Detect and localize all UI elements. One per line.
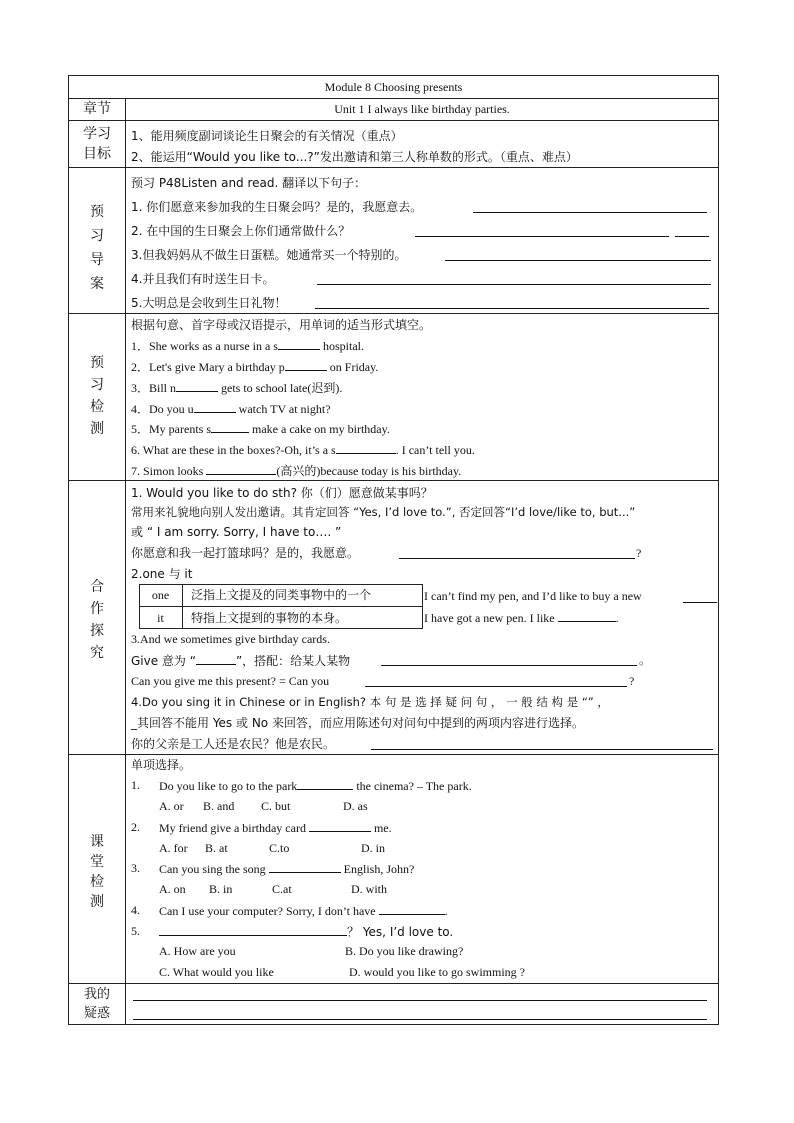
worksheet-table [68,75,719,1025]
answer-blank[interactable] [445,260,711,261]
row-divider [69,983,718,984]
answer-blank[interactable] [269,861,341,873]
quiz-q2-option[interactable]: C.to [269,841,290,855]
answer-blank[interactable] [278,338,320,350]
doubts-label: 我的 疑惑 [83,987,110,1021]
quiz-q4-num: 4. [131,903,140,917]
row-divider [69,120,718,121]
answer-blank[interactable] [176,380,218,392]
quiz-q3-option[interactable]: D. with [351,882,387,896]
page-title: Module 8 Choosing presents [324,80,463,94]
word-one: one [151,588,170,602]
goal-item: 2、能运用“Would you like to...?”发出邀请和第三人称单数的形式。（重点、难点） [131,150,578,164]
preview-item-5: 5.大明总是会收到生日礼物！ [131,296,287,310]
check-intro: 根据句意、首字母或汉语提示，用单词的适当形式填空。 [131,318,432,332]
check-item-4: 4．Do you u watch TV at night? [131,402,331,416]
answer-blank[interactable] [558,610,616,622]
column-divider [125,98,126,1025]
quiz-q3-option[interactable]: C.at [272,882,292,896]
row-divider [69,480,718,481]
row-divider [69,313,718,314]
answer-blank[interactable] [159,924,347,936]
quiz-q2: My friend give a birthday card me. [159,821,392,835]
answer-blank[interactable] [473,212,707,213]
preview-item-3: 3.但我妈妈从不做生日蛋糕。她通常买一个特别的。 [131,248,407,262]
coop-line-4-end: ? [636,546,642,560]
quiz-q1-option[interactable]: C. but [261,799,291,813]
answer-blank[interactable] [317,284,711,285]
answer-blank[interactable] [315,308,709,309]
goals-label: 学习 目标 [83,126,111,162]
coop-line-1: 1. Would you like to do sth? 你（们）愿意做某事吗？ [131,486,433,500]
quiz-q4: Can I use your computer? Sorry, I don’t have . [159,904,448,918]
quiz-q5: ？ Yes, I’d love to. [159,924,453,939]
answer-blank[interactable] [336,442,396,454]
row-divider [69,167,718,168]
meaning-one: 泛指上文提及的同类事物中的一个 [191,588,372,602]
check-item-1: 1．She works as a nurse in a s hospital. [131,339,364,353]
coop-line-11: 你的父亲是工人还是农民？他是农民。 [131,737,336,751]
quiz-intro: 单项选择。 [131,758,192,772]
quiz-q1: Do you like to go to the park the cinema? – The park. [159,779,472,793]
notes-line[interactable] [133,1019,707,1020]
answer-blank[interactable] [379,903,445,915]
check-item-6: 6. What are these in the boxes?-Oh, it’s a s . I can’t tell you. [131,443,475,457]
meaning-it: 特指上文提到的事物的本身。 [191,611,348,625]
answer-blank[interactable] [675,236,709,237]
quiz-q5-option[interactable]: A. How are you [159,944,236,958]
answer-blank[interactable] [206,463,276,475]
chapter-title: Unit 1 I always like birthday parties. [334,102,510,116]
check-item-3: 3．Bill n gets to school late(迟到). [131,381,343,395]
coop-line-5: 2.one 与 it [131,567,193,581]
coop-label: 合 作 探 究 [90,579,104,661]
coop-line-8: Can you give me this present? = Can you [131,674,330,688]
chapter-label: 章节 [83,101,111,117]
quiz-q2-option[interactable]: B. at [205,841,228,855]
coop-line-9: 4.Do you sing it in Chinese or in English? 本 句 是 选 择 疑 问 句 ， 一 般 结 构 是 “” ， [131,695,609,709]
word-it: it [157,611,164,625]
answer-blank[interactable] [415,236,669,237]
quiz-q3-option[interactable]: B. in [209,882,233,896]
quiz-q1-option[interactable]: D. as [343,799,368,813]
coop-line-2: 常用来礼貌地向别人发出邀请。其肯定回答 “Yes, I’d love to.”, 否定回答“I’d love/like to, but...” [131,505,636,519]
example-it: I have got a new pen. I like . [424,611,619,625]
preview-label: 预 习 导 案 [90,204,104,292]
quiz-q1-num: 1. [131,778,140,792]
quiz-q2-option[interactable]: A. for [159,841,188,855]
coop-line-7-end: 。 [639,653,652,667]
quiz-q1-option[interactable]: B. and [203,799,235,813]
row-divider [69,754,718,755]
quiz-q3: Can you sing the song English, John? [159,862,415,876]
row-divider [69,98,718,99]
quiz-q5-option[interactable]: D. would you like to go swimming ? [349,965,525,979]
check-item-7: 7. Simon looks (高兴的)because today is his birthday. [131,464,462,478]
coop-line-3: 或 “ I am sorry. Sorry, I have to…. ” [131,525,342,539]
check-item-5: 5．My parents s make a cake on my birthday. [131,422,390,436]
answer-blank[interactable] [194,401,236,413]
quiz-q2-option[interactable]: D. in [361,841,385,855]
notes-line[interactable] [133,1000,707,1001]
quiz-q1-option[interactable]: A. or [159,799,184,813]
answer-blank[interactable] [365,686,627,687]
check-label: 预 习 检 测 [90,355,104,437]
coop-line-4: 你愿意和我一起打篮球吗？是的，我愿意。 [131,546,360,560]
preview-item-4: 4.并且我们有时送生日卡。 [131,272,275,286]
quiz-q5-option[interactable]: C. What would you like [159,965,274,979]
answer-blank[interactable] [297,778,353,790]
coop-line-6: 3.And we sometimes give birthday cards. [131,632,330,646]
answer-blank[interactable] [196,653,236,665]
answer-blank[interactable] [399,558,635,559]
coop-line-7: Give 意为 “ ”，搭配：给某人某物 [131,654,351,668]
quiz-q2-num: 2. [131,820,140,834]
quiz-label: 课 堂 检 测 [90,834,104,910]
answer-blank[interactable] [309,820,371,832]
quiz-q3-option[interactable]: A. on [159,882,186,896]
coop-line-8-end: ? [629,674,635,688]
preview-item-2: 2. 在中国的生日聚会上你们通常做什么？ [131,224,351,238]
answer-blank[interactable] [211,421,249,433]
check-item-2: 2．Let's give Mary a birthday p on Friday. [131,360,379,374]
quiz-q5-option[interactable]: B. Do you like drawing? [345,944,464,958]
quiz-q5-num: 5. [131,924,140,938]
answer-blank[interactable] [285,359,327,371]
column-divider [182,584,183,629]
example-one: I can’t find my pen, and I’d like to buy a new [424,589,642,603]
preview-item-1: 1. 你们愿意来参加我的生日聚会吗？是的，我愿意去。 [131,200,423,214]
answer-blank[interactable] [683,602,717,603]
quiz-q3-num: 3. [131,861,140,875]
answer-blank[interactable] [371,749,713,750]
goal-item: 1、能用频度副词谈论生日聚会的有关情况（重点） [131,129,403,143]
coop-line-10: _其回答不能用 Yes 或 No 来回答，而应用陈述句对问句中提到的两项内容进行选择。 [131,716,584,730]
answer-blank[interactable] [381,665,637,666]
preview-intro: 预习 P48Listen and read. 翻译以下句子： [131,176,367,190]
